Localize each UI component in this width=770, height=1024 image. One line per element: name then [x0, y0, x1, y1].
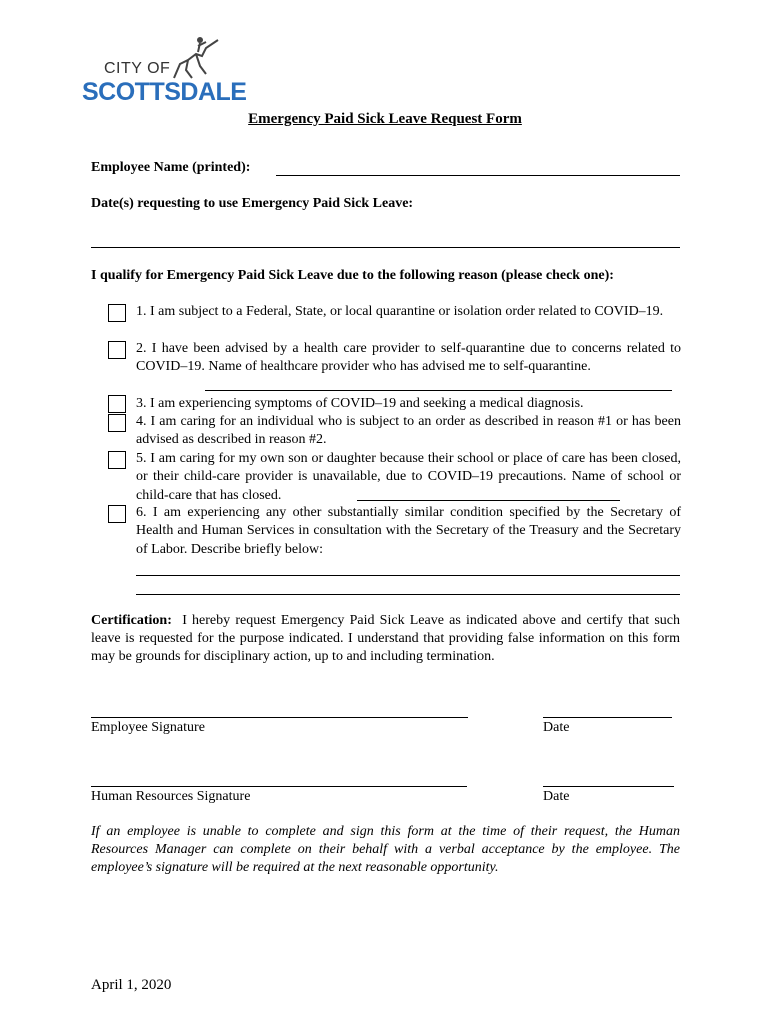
- employee-name-field[interactable]: [276, 175, 680, 176]
- bronco-rider-icon: [166, 34, 222, 82]
- certification-paragraph: [91, 612, 680, 666]
- employee-signature-line[interactable]: [91, 717, 468, 718]
- logo-name-text: SCOTTSDALE: [82, 78, 247, 106]
- reason-5-text: 5. I am caring for my own son or daughter because their school or place of care has been closed, or their child-care provider is unavailable, due to COVID–19 precautions. Name of school or child-care that has closed.: [136, 451, 681, 503]
- footnote: If an employee is unable to complete and sign this form at the time of their request, the Human Resources Manager can complete on their behalf with a verbal acceptance by the employee. The employee’s signature will be required at the next reasonable opportunity.: [91, 824, 680, 875]
- reason-3-checkbox[interactable]: [108, 395, 126, 413]
- school-name-field[interactable]: [357, 500, 620, 501]
- employee-name-label: Employee Name (printed):: [91, 160, 251, 175]
- reason-4-text: 4. I am caring for an individual who is subject to an order as described in reason #1 or has been advised as described in reason #2.: [136, 414, 681, 448]
- reason-4-checkbox[interactable]: [108, 414, 126, 432]
- reason-2-checkbox[interactable]: [108, 341, 126, 359]
- certification-label: Certification:: [91, 613, 172, 628]
- employee-date-label: Date: [543, 720, 570, 735]
- hr-signature-label: Human Resources Signature: [91, 789, 251, 804]
- dates-label: Date(s) requesting to use Emergency Paid Sick Leave:: [91, 196, 414, 211]
- qualify-heading: I qualify for Emergency Paid Sick Leave due to the following reason (please check one):: [91, 268, 614, 283]
- logo-city-text: CITY OF: [104, 60, 171, 77]
- reason-2-text: 2. I have been advised by a health care provider to self-quarantine due to concerns related to COVID–19. Name of healthcare provider who has advised me to self-quarantine.: [136, 341, 681, 375]
- hr-signature-line[interactable]: [91, 786, 467, 787]
- hr-date-label: Date: [543, 789, 570, 804]
- form-title: Emergency Paid Sick Leave Request Form: [248, 111, 522, 127]
- describe-line-1[interactable]: [136, 575, 680, 576]
- hr-date-line[interactable]: [543, 786, 674, 787]
- provider-name-field[interactable]: [205, 390, 672, 391]
- employee-signature-label: Employee Signature: [91, 720, 205, 735]
- reason-1-checkbox[interactable]: [108, 304, 126, 322]
- reason-6-checkbox[interactable]: [108, 505, 126, 523]
- reason-3-text: 3. I am experiencing symptoms of COVID–19 and seeking a medical diagnosis.: [136, 396, 584, 411]
- reason-6-text: 6. I am experiencing any other substantially similar condition specified by the Secretary of Health and Human Services in consultation with the Secretary of the Treasury and the Secretary of Labor. Describe briefly below:: [136, 505, 681, 557]
- certification-text: I hereby request Emergency Paid Sick Leave as indicated above and certify that such leave is requested for the purpose indicated. I understand that providing false information on this form may be grounds for disciplinary action, up to and including termination.: [91, 613, 680, 664]
- dates-field[interactable]: [91, 247, 680, 248]
- form-date: April 1, 2020: [91, 977, 172, 993]
- city-logo: [80, 34, 247, 110]
- describe-line-2[interactable]: [136, 594, 680, 595]
- reason-1-text: 1. I am subject to a Federal, State, or local quarantine or isolation order related to COVID–19.: [136, 304, 664, 319]
- reason-5-checkbox[interactable]: [108, 451, 126, 469]
- employee-date-line[interactable]: [543, 717, 672, 718]
